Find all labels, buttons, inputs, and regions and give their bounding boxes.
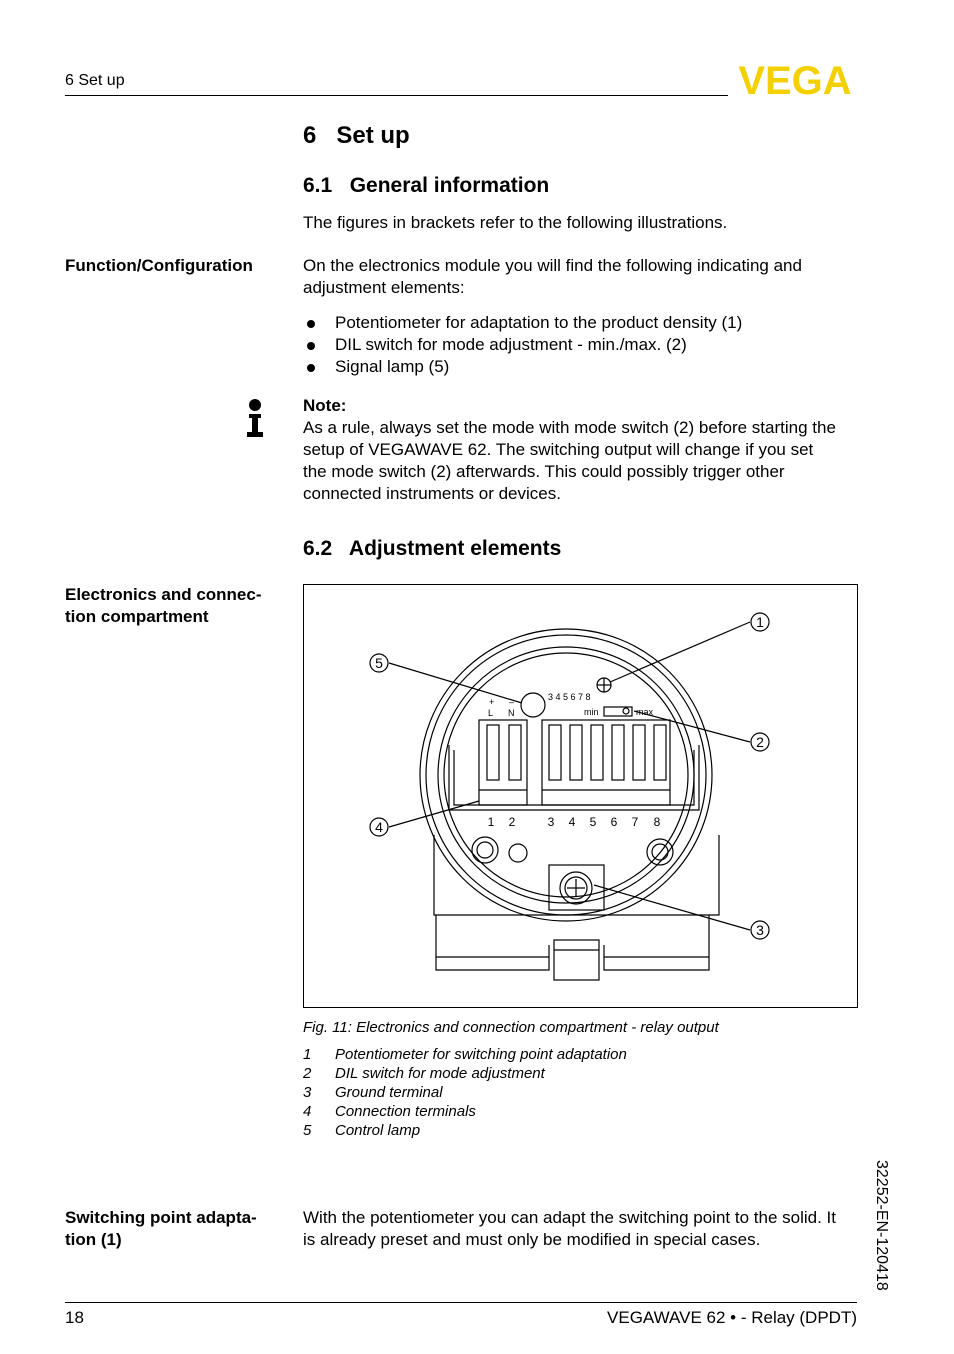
terminal-number: 1	[487, 815, 495, 829]
callout-2: 2	[756, 734, 764, 750]
figure-frame	[303, 584, 858, 1008]
list-item: Potentiometer for adaptation to the product density (1)	[303, 312, 742, 334]
function-paragraph	[303, 255, 802, 299]
callout-4: 4	[375, 819, 383, 835]
legend-number: 4	[303, 1103, 312, 1120]
figure-caption: Fig. 11: Electronics and connection compartment - relay output	[303, 1019, 719, 1036]
figure-legend	[303, 1045, 627, 1140]
document-code-text: 32252-EN-120418	[873, 1160, 890, 1291]
legend-item	[303, 1064, 627, 1083]
legend-number: 3	[303, 1084, 312, 1101]
legend-item	[303, 1083, 627, 1102]
note-line: the mode switch (2) afterwards. This could possibly trigger other	[303, 462, 785, 481]
side-label-line: Switching point adapta-	[65, 1208, 257, 1227]
terminal-number: 3	[547, 815, 555, 829]
header-rule	[65, 95, 728, 96]
legend-text: Ground terminal	[335, 1084, 443, 1101]
small-terminal-numbers: 3 4 5 6 7 8	[548, 692, 591, 702]
note-line: As a rule, always set the mode with mode switch (2) before starting the	[303, 418, 836, 437]
side-label-switching	[65, 1207, 285, 1251]
running-header: 6 Set up	[65, 72, 125, 89]
minus-label: –	[509, 697, 515, 707]
terminal-number: 6	[610, 815, 618, 829]
terminal-number: 2	[508, 815, 516, 829]
terminal-number: 7	[631, 815, 639, 829]
legend-text: Potentiometer for switching point adaptation	[335, 1046, 627, 1063]
info-icon	[245, 399, 265, 439]
l-label: L	[488, 708, 494, 718]
chapter-title: 6 Set up	[303, 122, 410, 149]
bullet-list	[303, 312, 742, 378]
legend-text: DIL switch for mode adjustment	[335, 1065, 545, 1082]
plus-label: +	[489, 697, 495, 707]
section-title-6-1: 6.1 General information	[303, 174, 550, 197]
list-item: Signal lamp (5)	[303, 356, 742, 378]
callout-3: 3	[756, 922, 764, 938]
legend-item	[303, 1121, 627, 1140]
callout-1: 1	[756, 614, 764, 630]
max-label: max	[636, 707, 654, 717]
terminal-number: 8	[653, 815, 661, 829]
callout-5: 5	[375, 655, 383, 671]
list-item: DIL switch for mode adjustment - min./max. (2)	[303, 334, 742, 356]
note-title: Note:	[303, 396, 347, 415]
note-line: setup of VEGAWAVE 62. The switching output will change if you set	[303, 440, 814, 459]
function-line: On the electronics module you will find the following indicating and	[303, 256, 802, 275]
side-label-line: tion compartment	[65, 607, 209, 626]
side-label-line: Electronics and connec-	[65, 585, 262, 604]
function-line: adjustment elements:	[303, 278, 465, 297]
note-line: connected instruments or devices.	[303, 484, 561, 503]
min-label: min	[584, 707, 599, 717]
page-number: 18	[65, 1308, 84, 1327]
section-title-6-2: 6.2 Adjustment elements	[303, 537, 562, 560]
legend-item	[303, 1102, 627, 1121]
n-label: N	[508, 708, 515, 718]
terminal-number: 5	[589, 815, 597, 829]
side-label-function: Function/Configuration	[65, 256, 253, 275]
side-label-electronics	[65, 584, 285, 628]
legend-item	[303, 1045, 627, 1064]
terminal-number: 4	[568, 815, 576, 829]
switching-line: With the potentiometer you can adapt the switching point to the solid. It	[303, 1208, 836, 1227]
legend-text: Connection terminals	[335, 1103, 476, 1120]
switching-line: is already preset and must only be modified in special cases.	[303, 1230, 761, 1249]
legend-number: 1	[303, 1046, 312, 1063]
legend-number: 2	[303, 1065, 312, 1082]
logo-text: VEGA	[738, 62, 852, 98]
electronics-compartment-drawing	[304, 585, 857, 1007]
footer-product: VEGAWAVE 62 • - Relay (DPDT)	[607, 1308, 857, 1327]
legend-number: 5	[303, 1122, 312, 1139]
document-code	[866, 1160, 890, 1310]
intro-text: The figures in brackets refer to the following illustrations.	[303, 213, 728, 232]
switching-paragraph	[303, 1207, 836, 1251]
note-block	[303, 395, 836, 505]
legend-text: Control lamp	[335, 1122, 421, 1139]
footer-rule	[65, 1302, 857, 1303]
side-label-line: tion (1)	[65, 1230, 122, 1249]
vega-logo	[733, 62, 857, 98]
